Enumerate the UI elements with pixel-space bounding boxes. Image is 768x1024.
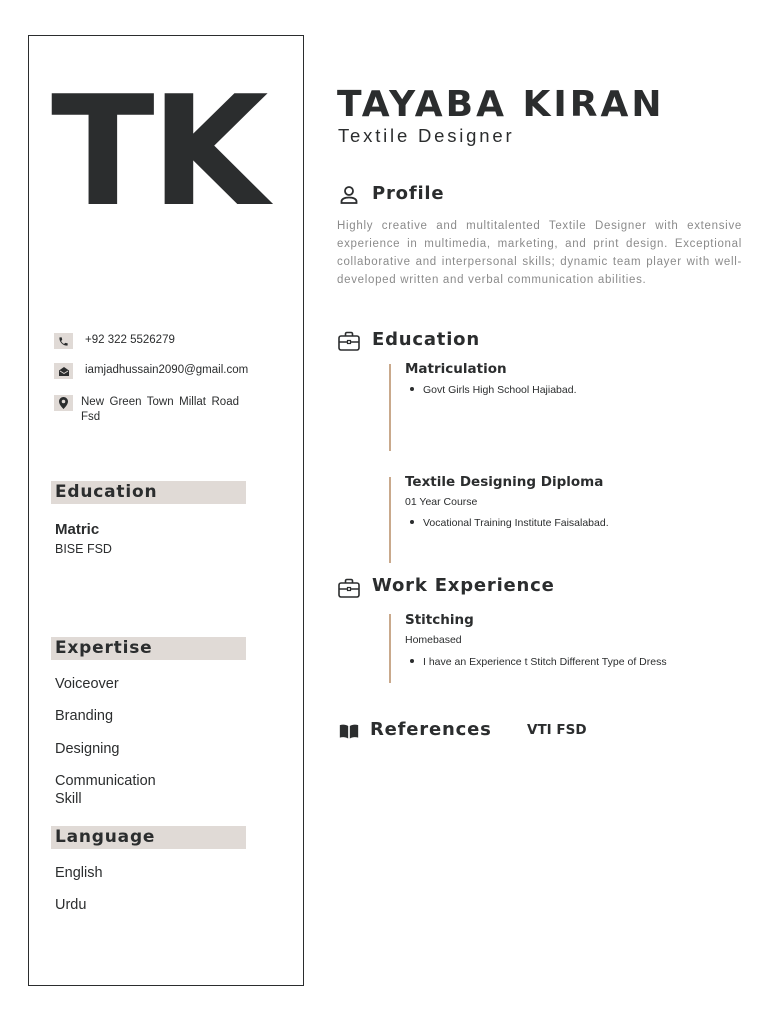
location-icon bbox=[54, 395, 73, 411]
education-entry-subtitle: 01 Year Course bbox=[405, 496, 478, 508]
expertise-item: Designing bbox=[55, 741, 120, 757]
timeline-line bbox=[389, 614, 391, 683]
education-board: BISE FSD bbox=[55, 542, 112, 556]
expertise-item: Voiceover bbox=[55, 676, 119, 692]
references-value: VTI FSD bbox=[527, 722, 587, 738]
expertise-item: Branding bbox=[55, 708, 114, 724]
expertise-heading: Expertise bbox=[51, 637, 246, 660]
sidebar bbox=[28, 35, 304, 986]
email-address[interactable]: iamjadhussain2090@gmail.com bbox=[85, 364, 249, 376]
candidate-role: Textile Designer bbox=[338, 125, 515, 146]
phone-number[interactable]: +92 322 5526279 bbox=[85, 334, 175, 346]
language-heading: Language bbox=[51, 826, 246, 849]
book-icon bbox=[339, 722, 359, 740]
education-degree: Matric bbox=[55, 521, 100, 538]
phone-icon bbox=[54, 333, 73, 349]
education-entry-bullet: Vocational Training Institute Faisalabad. bbox=[410, 517, 609, 529]
expertise-item: Communication Skill bbox=[55, 773, 156, 807]
education-heading: Education bbox=[372, 329, 480, 350]
profile-summary: Highly creative and multitalented Textile Designer with extensive experience in multimedia, marketing, and print design. Exceptional collaborative and interpersonal skills; dynamic team player with well-developed written and verbal communication abilities. bbox=[337, 220, 742, 286]
timeline-line bbox=[389, 477, 391, 563]
education-entry-title: Textile Designing Diploma bbox=[405, 474, 604, 490]
language-item: Urdu bbox=[55, 897, 87, 913]
education-entry-title: Matriculation bbox=[405, 361, 507, 377]
contact-address bbox=[54, 395, 264, 425]
language-item: English bbox=[55, 865, 103, 881]
email-icon bbox=[54, 363, 73, 379]
address-text: New Green Town Millat Road Fsd bbox=[81, 396, 239, 423]
work-entry-subtitle: Homebased bbox=[405, 634, 462, 646]
references-heading: References bbox=[370, 719, 492, 740]
profile-heading: Profile bbox=[372, 183, 445, 204]
monogram: TK bbox=[51, 63, 265, 240]
education-entry-bullet: Govt Girls High School Hajiabad. bbox=[410, 384, 577, 396]
work-heading: Work Experience bbox=[372, 575, 555, 596]
sidebar-education-heading: Education bbox=[51, 481, 246, 504]
work-entry-title: Stitching bbox=[405, 612, 474, 628]
briefcase-icon bbox=[337, 576, 361, 600]
briefcase-icon bbox=[337, 329, 361, 353]
candidate-name: TAYABA KIRAN bbox=[337, 84, 665, 125]
contact-phone bbox=[54, 333, 264, 349]
person-icon bbox=[337, 183, 361, 207]
contact-email bbox=[54, 363, 264, 379]
work-entry-bullet: I have an Experience t Stitch Different Type of Dress bbox=[410, 656, 667, 668]
timeline-line bbox=[389, 364, 391, 451]
